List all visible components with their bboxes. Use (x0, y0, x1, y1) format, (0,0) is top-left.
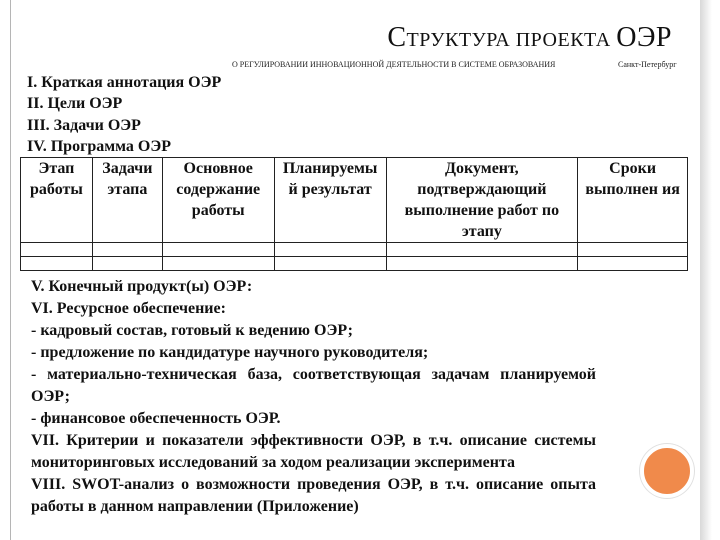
table-cell (578, 243, 688, 257)
body-line: - материально-техническая база, соответствующая задачам планируемой ОЭР; (31, 366, 596, 405)
title-initial: С (387, 22, 407, 53)
header-cell-content: Основное содержание работы (162, 158, 274, 243)
body-line: - кадровый состав, готовый к ведению ОЭР; (31, 322, 354, 339)
header-cell-document: Документ, подтверждающий выполнение работ по этапу (386, 158, 578, 243)
slide-city: Санкт-Петербург (618, 60, 677, 69)
header-cell-deadline: Сроки выполнен ия (578, 158, 688, 243)
body-text (31, 276, 596, 518)
body-line: V. Конечный продукт(ы) ОЭР: (31, 278, 253, 295)
table-header-row (21, 158, 688, 243)
table-cell (162, 257, 274, 271)
table-cell (386, 243, 578, 257)
table-cell (274, 243, 386, 257)
program-table (20, 157, 688, 271)
table-cell (578, 257, 688, 271)
decorative-circle (640, 444, 694, 498)
table-cell (274, 257, 386, 271)
table-row (21, 257, 688, 271)
title-rest: ТРУКТУРА ПРОЕКТА (406, 29, 617, 51)
body-line: - финансовое обеспеченность ОЭР. (31, 410, 281, 427)
table-cell (386, 257, 578, 271)
body-line: - предложение по кандидатуре научного руководителя; (31, 344, 429, 361)
header-cell-tasks: Задачи этапа (92, 158, 162, 243)
section-item: III. Задачи ОЭР (27, 116, 141, 134)
table-cell (21, 243, 93, 257)
section-item: II. Цели ОЭР (27, 95, 123, 113)
slide-title (387, 22, 672, 54)
section-item: I. Краткая аннотация ОЭР (27, 74, 222, 91)
body-line: VIII. SWOT-анализ о возможности проведения ОЭР, в т.ч. описание опыта работы в данном направлении (Приложение) (31, 476, 596, 515)
table-cell (162, 243, 274, 257)
body-line: VI. Ресурсное обеспечение: (31, 300, 226, 317)
table-cell (21, 257, 93, 271)
table-cell (92, 243, 162, 257)
header-cell-stage: Этап работы (21, 158, 93, 243)
section-item: IV. Программа ОЭР (27, 137, 171, 155)
slide-subtitle: О РЕГУЛИРОВАНИИ ИННОВАЦИОННОЙ ДЕЯТЕЛЬНОСТИ В СИСТЕМЕ ОБРАЗОВАНИЯ (232, 60, 556, 69)
title-end: ОЭР (616, 22, 672, 53)
sections-list (27, 72, 221, 157)
header-cell-result: Планируемы й результат (274, 158, 386, 243)
body-line: VII. Критерии и показатели эффективности ОЭР, в т.ч. описание системы мониторинговых исследований за ходом реализации эксперимента (31, 432, 596, 471)
table-row (21, 243, 688, 257)
table-cell (92, 257, 162, 271)
slide-shadow (700, 0, 712, 540)
